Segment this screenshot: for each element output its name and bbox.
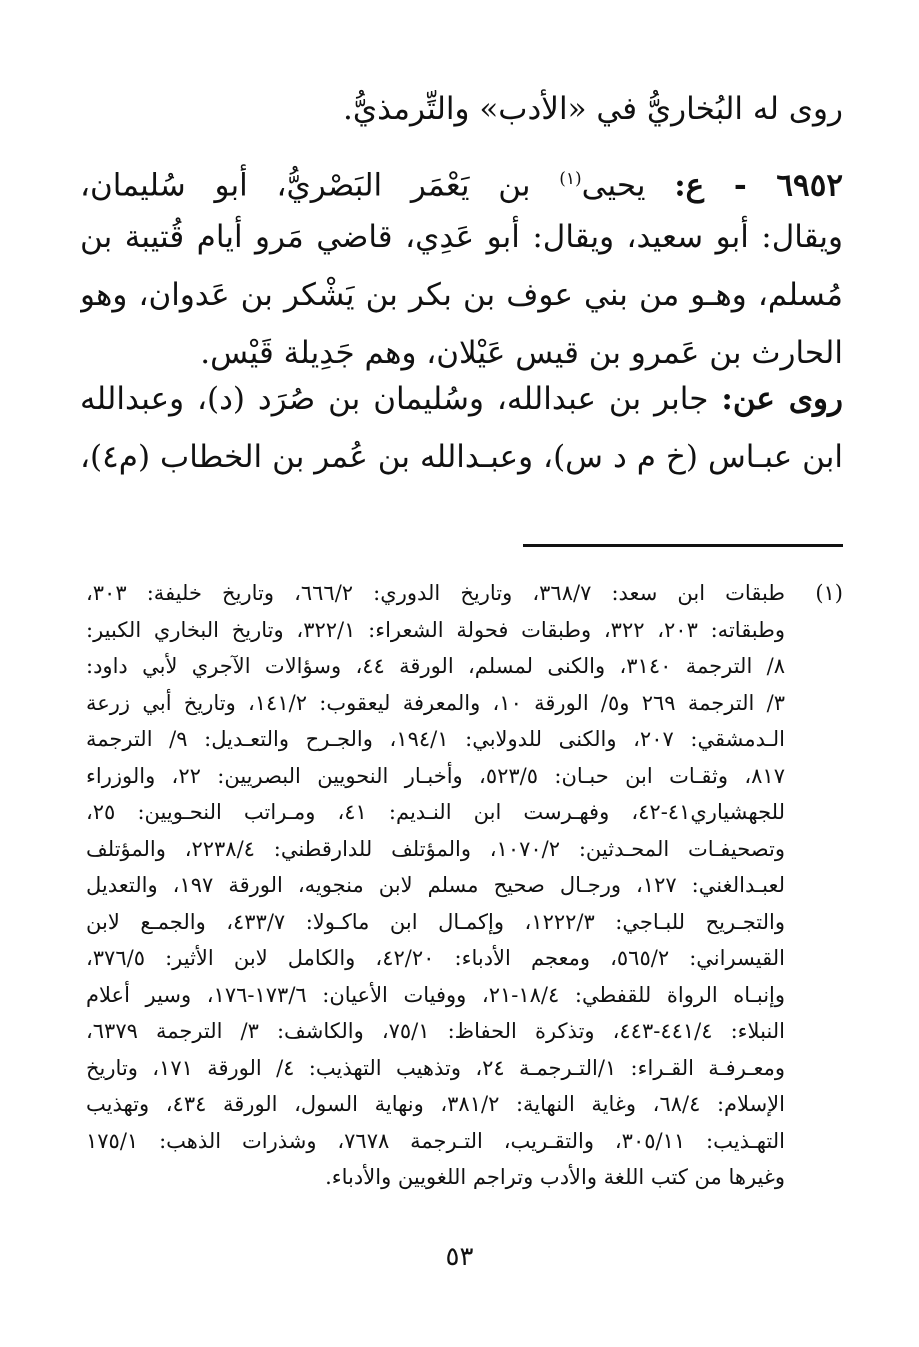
- entry-line-1: [80, 150, 843, 208]
- footnote-line: لعبـدالغني: ١٢٧، ورجـال صحيح مسلم لابن منجويه، الورقة ١٩٧، والتعديل: [86, 873, 785, 897]
- footnote-separator: [523, 544, 843, 547]
- riwaya-line-1-rest: جابر بن عبدالله، وسُليمان بن صُرَد (د)، وعبدالله: [80, 381, 709, 417]
- riwaya-line-1: [80, 370, 843, 428]
- footnote-reference: (١): [559, 169, 582, 189]
- narrated-from-paragraph: [80, 370, 843, 486]
- riwaya-label: روى عن:: [721, 381, 843, 417]
- footnote-line: وتصحيفـات المحـدثين: ١٠٧٠/٢، والمؤتلف للدارقطني: ٢٢٣٨/٤، والمؤتلف: [86, 836, 785, 861]
- entry-number: ٦٩٥٢ - ع:: [674, 167, 843, 204]
- footnote-line: وطبقاته: ٢٠٣، ٣٢٢، وطبقات فحولة الشعراء: ٣٢٢/١، وتاريخ البخاري الكبير:: [86, 617, 785, 642]
- intro-line: روى له البُخاريُّ في «الأدب» والتِّرمذيُّ.: [343, 91, 843, 127]
- footnote-marker: (١): [815, 581, 843, 605]
- footnote-body: [86, 575, 843, 1196]
- entry-line-1-rest: بن يَعْمَر البَصْريُّ، أبو سُليمان،: [80, 167, 531, 204]
- footnote-line: ٨١٧، وثقـات ابن حبـان: ٥٢٣/٥، وأخبـار النحويين البصريين: ٢٢، والوزراء: [86, 763, 785, 788]
- footnote-line: ٣/ الترجمة ٢٦٩ و٥/ الورقة ١٠، والمعرفة ليعقوب: ١٤١/٢، وتاريخ أبي زرعة: [86, 690, 785, 715]
- footnote-line: وغيرها من كتب اللغة والأدب وتراجم اللغويين والأدباء.: [325, 1165, 785, 1189]
- page-number: ٥٣: [445, 1242, 474, 1272]
- footnote-line: الـدمشقي: ٢٠٧، والكنى للدولابي: ١٩٤/١، والجـرح والتعـديل: ٩/ الترجمة: [86, 727, 785, 751]
- footnote-line: الإسلام: ٦٨/٤، وغاية النهاية: ٣٨١/٢، ونهاية السول، الورقة ٤٣٤، وتهذيب: [86, 1092, 785, 1116]
- entry-line-3: مُسلم، وهـو من بني عوف بن بكر بن يَشْكر بن عَدوان، وهو: [80, 277, 843, 313]
- entry-line-2: ويقال: أبو سعيد، ويقال: أبو عَدِي، قاضي مَرو أيام قُتيبة بن: [80, 219, 843, 255]
- footnote-line: ومعـرفـة القـراء: ١/التـرجمـة ٢٤، وتذهيب التهذيب: ٤/ الورقة ١٧١، وتاريخ: [86, 1055, 785, 1080]
- footnote-line: التهـذيب: ٣٠٥/١١، والتقـريب، التـرجمة ٧٦٧٨، وشذرات الذهب: ١٧٥/١: [86, 1128, 785, 1153]
- footnote-line: والتجـريح للبـاجي: ١٢٢٢/٣، وإكمـال ابن ماكـولا: ٤٣٣/٧، والجمـع لابن: [86, 909, 785, 934]
- footnote-line: طبقات ابن سعد: ٣٦٨/٧، وتاريخ الدوري: ٦٦٦/٢، وتاريخ خليفة: ٣٠٣،: [86, 581, 785, 605]
- intro-paragraph: [80, 80, 843, 138]
- footnote-line: ٨/ الترجمة ٣١٤٠، والكنى لمسلم، الورقة ٤٤، وسؤالات الآجري لأبي داود:: [86, 654, 785, 678]
- footnotes: [86, 575, 843, 1196]
- footnote-line: القيسراني: ٥٦٥/٢، ومعجم الأدباء: ٤٢/٢٠، والكامل لابن الأثير: ٣٧٦/٥،: [86, 946, 785, 970]
- entry-line-4: الحارث بن عَمرو بن قيس عَيْلان، وهم جَدِيلة قَيْس.: [200, 335, 843, 371]
- footnote-line: وإنبـاه الرواة للقفطي: ١٨/٤-٢١، ووفيات الأعيان: ١٧٣/٦-١٧٦، وسير أعلام: [86, 982, 785, 1007]
- entry-name: يحيى: [581, 167, 646, 204]
- footnote-line: النبلاء: ٤٤١/٤-٤٤٣، وتذكرة الحفاظ: ٧٥/١، والكاشف: ٣/ الترجمة ٦٣٧٩،: [86, 1019, 785, 1043]
- riwaya-line-2: ابن عبـاس (خ م د س)، وعبـدالله بن عُمر بن الخطاب (م٤)،: [80, 439, 843, 475]
- biography-entry: [80, 150, 843, 382]
- footnote-line: للجهشياري٤١-٤٢، وفهـرست ابن النـديم: ٤١، ومـراتب النحـويين: ٢٥،: [86, 800, 785, 824]
